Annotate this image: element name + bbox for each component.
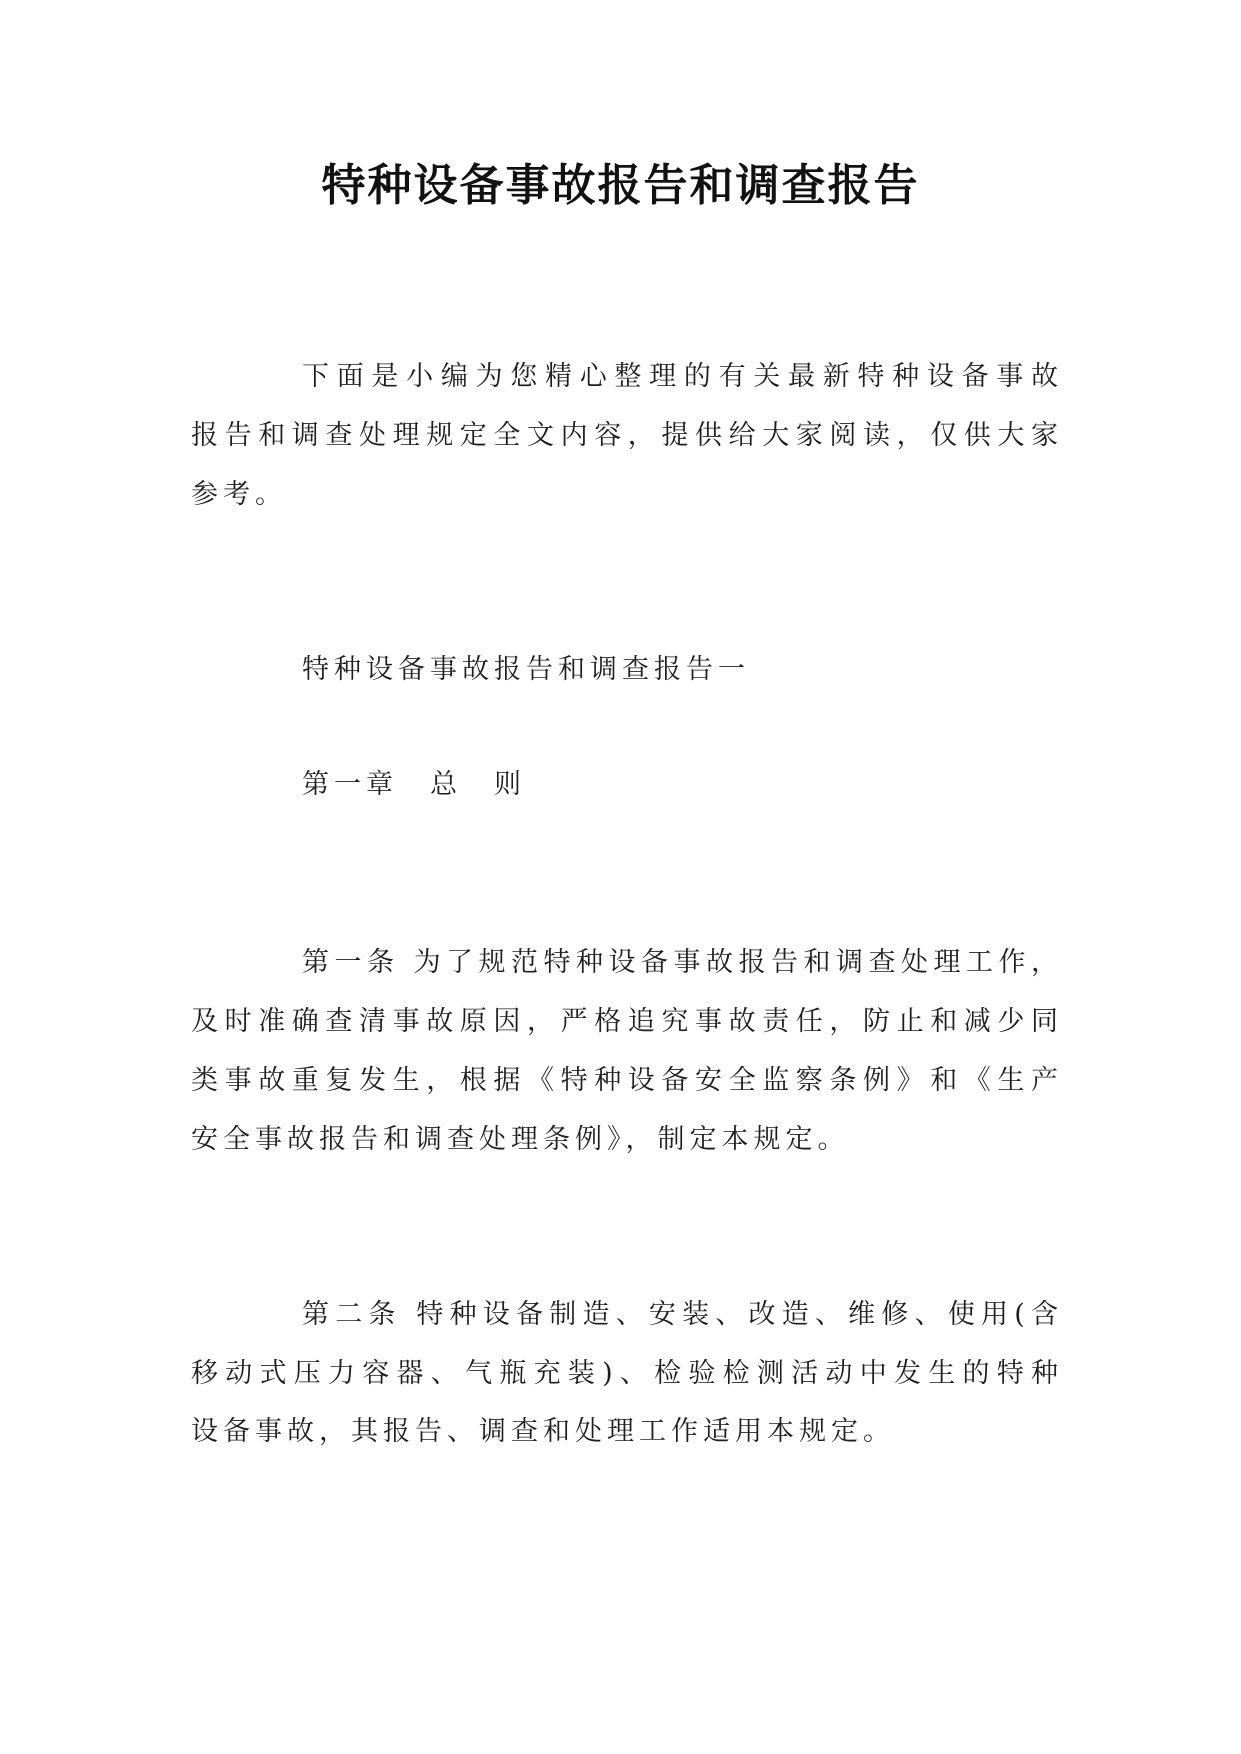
intro-paragraph-line: 参考。 (191, 479, 287, 510)
document-title: 特种设备事故报告和调查报告 (321, 160, 920, 211)
intro-paragraph-line: 报告和调查处理规定全文内容，提供给大家阅读，仅供大家 (191, 420, 1058, 451)
article-2-line: 移动式压力容器、气瓶充装)、检验检测活动中发生的特种 (191, 1358, 1058, 1389)
article-1-line: 及时准确查清事故原因，严格追究事故责任，防止和减少同 (191, 1006, 1058, 1037)
article-1-line: 第一条 为了规范特种设备事故报告和调查处理工作， (302, 947, 1058, 978)
section-heading: 特种设备事故报告和调查报告一 (302, 654, 750, 685)
article-1-line: 安全事故报告和调查处理条例》，制定本规定。 (191, 1124, 850, 1155)
article-2-line: 设备事故，其报告、调查和处理工作适用本规定。 (191, 1416, 895, 1447)
chapter-heading: 第一章 总 则 (302, 769, 526, 800)
intro-paragraph-line: 下面是小编为您精心整理的有关最新特种设备事故 (302, 361, 1058, 392)
article-2-line: 第二条 特种设备制造、安装、改造、维修、使用(含 (302, 1299, 1058, 1330)
article-1-line: 类事故重复发生，根据《特种设备安全监察条例》和《生产 (191, 1065, 1058, 1096)
